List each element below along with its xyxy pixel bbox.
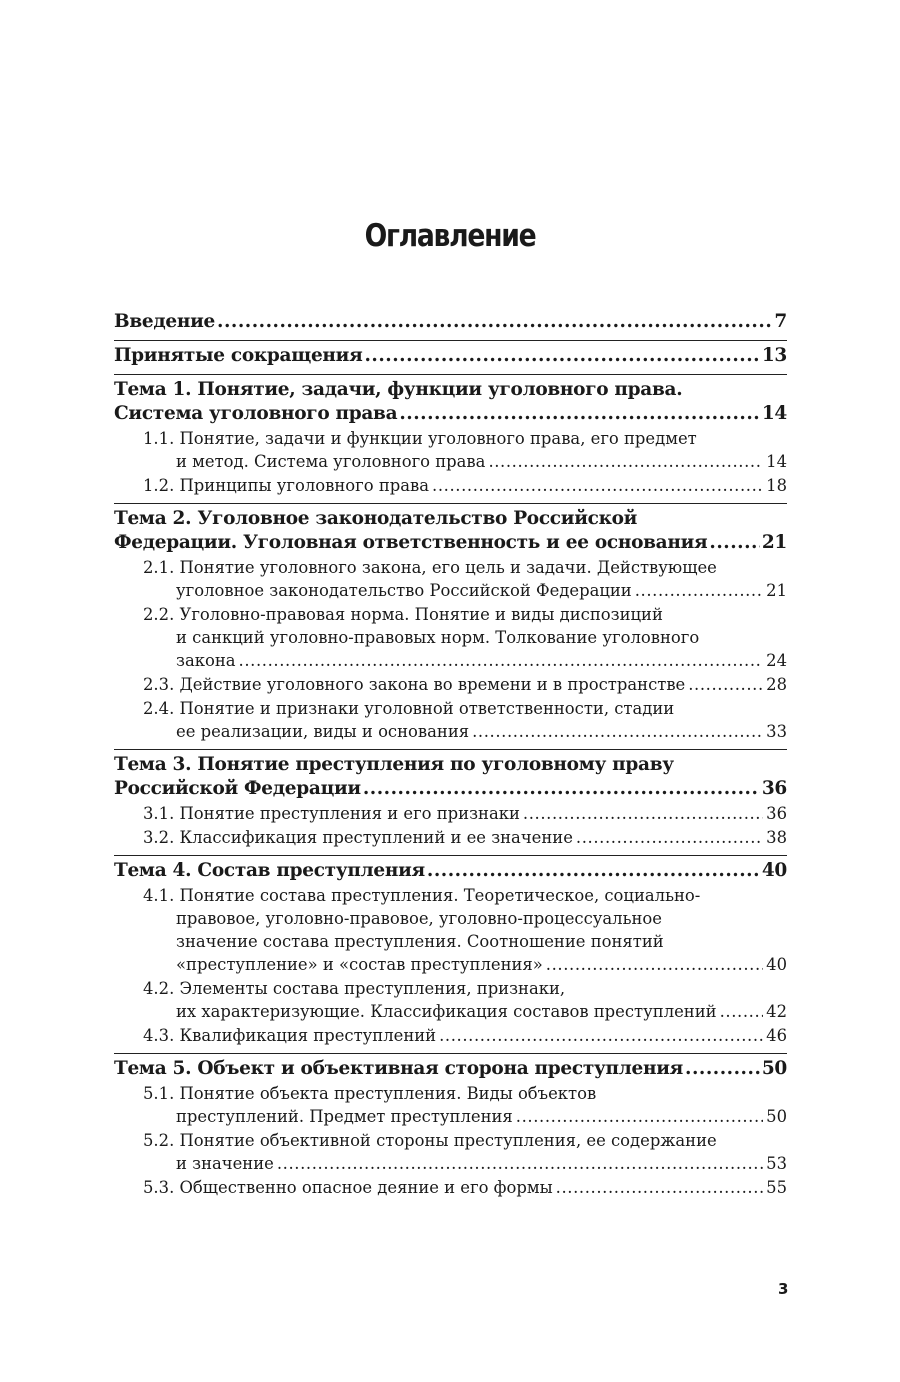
- page-number: 3: [778, 1280, 789, 1298]
- subsection-4-2-line: 4.2. Элементы состава преступления, признаки,: [143, 979, 566, 998]
- subsection-2-3-page: 28: [766, 675, 787, 694]
- subsection-5-1[interactable]: [114, 1082, 787, 1128]
- subsection-5-1-line: 5.1. Понятие объекта преступления. Виды объектов: [143, 1084, 597, 1103]
- toc-abbreviations-label: Принятые сокращения: [114, 345, 363, 366]
- leader-dots: [427, 859, 760, 883]
- leader-dots: [516, 1105, 763, 1128]
- subsection-2-2[interactable]: [114, 603, 787, 672]
- subsection-4-3-page: 46: [766, 1026, 787, 1045]
- subsection-4-1-line: 4.1. Понятие состава преступления. Теоретическое, социально-: [143, 886, 701, 905]
- theme-1-page: 14: [761, 403, 787, 424]
- subsection-2-1-text: уголовное законодательство Российской Федерации: [176, 581, 632, 600]
- theme-3-title-text: Российской Федерации: [114, 778, 361, 799]
- toc-intro-page: 7: [774, 311, 787, 332]
- leader-dots: [635, 579, 763, 602]
- subsection-5-3-page: 55: [766, 1178, 787, 1197]
- toc-theme-3: [114, 749, 787, 849]
- theme-4-title-text: Тема 4. Состав преступления: [114, 860, 425, 881]
- subsection-5-2-line: 5.2. Понятие объективной стороны преступления, ее содержание: [143, 1131, 717, 1150]
- theme-4-page: 40: [761, 860, 787, 881]
- subsection-5-2-page: 53: [766, 1154, 787, 1173]
- subsection-5-1-page: 50: [766, 1107, 787, 1126]
- leader-dots: [685, 1057, 760, 1081]
- theme-2-title-line[interactable]: Тема 2. Уголовное законодательство Российской: [114, 508, 638, 529]
- theme-3-page: 36: [761, 778, 787, 799]
- leader-dots: [523, 802, 763, 825]
- subsection-4-3-text: 4.3. Квалификация преступлений: [143, 1026, 437, 1045]
- subsection-3-1-page: 36: [766, 804, 787, 823]
- leader-dots: [217, 310, 772, 334]
- subsection-3-2-text: 3.2. Классификация преступлений и ее значение: [143, 828, 573, 847]
- subsection-2-1-line: 2.1. Понятие уголовного закона, его цель и задачи. Действующее: [143, 558, 717, 577]
- subsection-3-2-page: 38: [766, 828, 787, 847]
- theme-5-title-last[interactable]: [114, 1057, 787, 1081]
- subsection-2-4-line: 2.4. Понятие и признаки уголовной ответственности, стадии: [143, 699, 675, 718]
- subsection-1-2-text: 1.2. Принципы уголовного права: [143, 476, 430, 495]
- leader-dots: [399, 402, 760, 426]
- subsection-5-2[interactable]: [114, 1129, 787, 1175]
- subsection-2-3[interactable]: [114, 673, 787, 696]
- subsection-3-2[interactable]: [114, 826, 787, 849]
- leader-dots: [472, 720, 763, 743]
- leader-dots: [688, 673, 763, 696]
- theme-1-title-text: Система уголовного права: [114, 403, 398, 424]
- subsection-4-1-line: значение состава преступления. Соотношение понятий: [176, 932, 664, 951]
- subsection-5-2-text: и значение: [176, 1154, 274, 1173]
- leader-dots: [439, 1024, 763, 1047]
- subsection-3-1-text: 3.1. Понятие преступления и его признаки: [143, 804, 520, 823]
- subsection-2-2-page: 24: [766, 651, 787, 670]
- subsection-4-1-page: 40: [766, 955, 787, 974]
- toc-abbreviations[interactable]: [114, 340, 787, 368]
- leader-dots: [277, 1152, 763, 1175]
- theme-3-title-line[interactable]: Тема 3. Понятие преступления по уголовному праву: [114, 754, 674, 775]
- leader-dots: [432, 474, 763, 497]
- subsection-5-1-text: преступлений. Предмет преступления: [176, 1107, 513, 1126]
- leader-dots: [239, 649, 764, 672]
- subsection-2-3-text: 2.3. Действие уголовного закона во времени и в пространстве: [143, 675, 686, 694]
- subsection-1-1-text: и метод. Система уголовного права: [176, 452, 486, 471]
- theme-1-title-line[interactable]: Тема 1. Понятие, задачи, функции уголовного права.: [114, 379, 683, 400]
- theme-3-title-last[interactable]: [114, 777, 787, 801]
- subsection-4-1-text: «преступление» и «состав преступления»: [176, 955, 543, 974]
- toc-theme-1: [114, 374, 787, 497]
- leader-dots: [709, 531, 759, 555]
- subsection-5-3-text: 5.3. Общественно опасное деяние и его формы: [143, 1178, 553, 1197]
- theme-2-title-last[interactable]: [114, 531, 787, 555]
- subsection-3-1[interactable]: [114, 802, 787, 825]
- leader-dots: [546, 953, 763, 976]
- leader-dots: [488, 450, 763, 473]
- subsection-2-4-page: 33: [766, 722, 787, 741]
- subsection-4-3[interactable]: [114, 1024, 787, 1047]
- toc-theme-2: [114, 503, 787, 743]
- subsection-1-1-page: 14: [766, 452, 787, 471]
- toc-theme-4: [114, 855, 787, 1047]
- subsection-2-2-line: 2.2. Уголовно-правовая норма. Понятие и виды диспозиций: [143, 605, 663, 624]
- subsection-4-1-line: правовое, уголовно-правовое, уголовно-процессуальное: [176, 909, 663, 928]
- subsection-4-2[interactable]: [114, 977, 787, 1023]
- leader-dots: [364, 344, 759, 368]
- table-of-contents: [114, 307, 787, 1199]
- subsection-5-3[interactable]: [114, 1176, 787, 1199]
- subsection-4-2-page: 42: [766, 1002, 787, 1021]
- subsection-1-2-page: 18: [766, 476, 787, 495]
- theme-2-title-text: Федерации. Уголовная ответственность и ее основания: [114, 532, 708, 553]
- subsection-2-4-text: ее реализации, виды и основания: [176, 722, 470, 741]
- page-title: Оглавление: [364, 218, 536, 254]
- subsection-4-2-text: их характеризующие. Классификация составов преступлений: [176, 1002, 717, 1021]
- toc-intro-label: Введение: [114, 311, 215, 332]
- theme-5-page: 50: [761, 1058, 787, 1079]
- leader-dots: [556, 1176, 763, 1199]
- subsection-1-1[interactable]: [114, 427, 787, 473]
- toc-theme-5: [114, 1053, 787, 1199]
- toc-abbreviations-page: 13: [761, 345, 787, 366]
- subsection-2-1[interactable]: [114, 556, 787, 602]
- subsection-1-1-line: 1.1. Понятие, задачи и функции уголовного права, его предмет: [143, 429, 697, 448]
- leader-dots: [720, 1000, 764, 1023]
- leader-dots: [363, 777, 760, 801]
- leader-dots: [576, 826, 763, 849]
- theme-4-title-last[interactable]: [114, 859, 787, 883]
- subsection-2-4[interactable]: [114, 697, 787, 743]
- subsection-1-2[interactable]: [114, 474, 787, 497]
- toc-intro[interactable]: [114, 307, 787, 334]
- subsection-4-1[interactable]: [114, 884, 787, 976]
- subsection-2-2-text: закона: [176, 651, 236, 670]
- subsection-2-1-page: 21: [766, 581, 787, 600]
- subsection-2-2-line: и санкций уголовно-правовых норм. Толкование уголовного: [176, 628, 700, 647]
- theme-5-title-text: Тема 5. Объект и объективная сторона преступления: [114, 1058, 684, 1079]
- theme-1-title-last[interactable]: [114, 402, 787, 426]
- theme-2-page: 21: [761, 532, 787, 553]
